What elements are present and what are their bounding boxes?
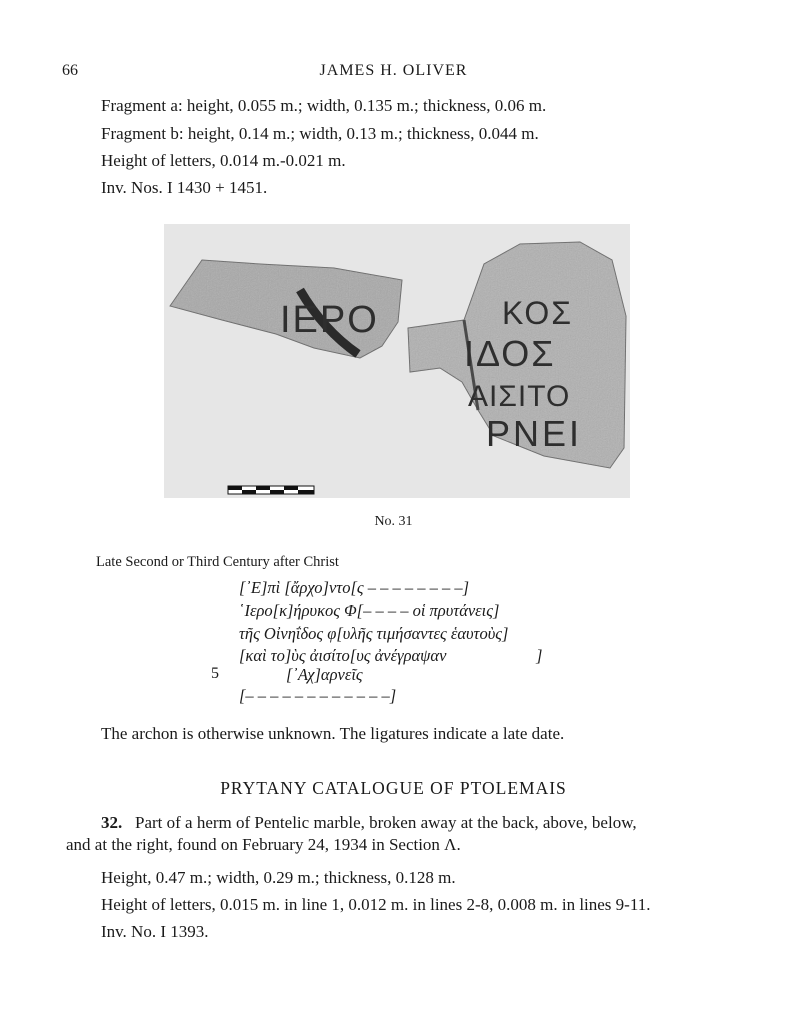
entry-32-text-1: Part of a herm of Pentelic marble, broken away at the back, above, below, xyxy=(135,813,637,832)
entry-number: 32. xyxy=(101,813,123,832)
entry-32-line-2: and at the right, found on February 24, 1934 in Section Λ. xyxy=(66,835,461,854)
inscription-line-6: [– – – – – – – – – – – –] xyxy=(239,686,397,705)
spec-letter-height: Height of letters, 0.014 m.-0.021 m. xyxy=(101,151,346,170)
fragment-b-letters-2: ΙΔΟΣ xyxy=(464,333,556,374)
inscription-line-5: [᾿Αχ]αρνεῖς xyxy=(286,665,363,684)
commentary: The archon is otherwise unknown. The ligatures indicate a late date. xyxy=(101,724,565,743)
inscription-line-4: [καὶ το]ὺς ἀισίτο[υς ἀνέγραψαν xyxy=(239,646,447,665)
spec-32-dimensions: Height, 0.47 m.; width, 0.29 m.; thickness, 0.128 m. xyxy=(101,868,456,887)
running-head: JAMES H. OLIVER xyxy=(319,62,468,79)
inscription-line-2: ῾Ιερο[κ]ήρυκος Φ[– – – – οἱ πρυτάνεις] xyxy=(239,601,500,620)
fragment-b-letters-1: ΚΟΣ xyxy=(502,295,574,331)
figure-caption: No. 31 xyxy=(374,514,413,529)
spec-inventory: Inv. Nos. I 1430 + 1451. xyxy=(101,178,268,197)
fragment-b-letters-4: ΡΝΕΙ xyxy=(486,413,583,454)
date-line: Late Second or Third Century after Christ xyxy=(96,554,339,570)
spec-32-inventory: Inv. No. I 1393. xyxy=(101,922,209,941)
spec-32-letter-height: Height of letters, 0.015 m. in line 1, 0.012 m. in lines 2-8, 0.008 m. in lines 9-11. xyxy=(101,895,651,914)
spec-fragment-a: Fragment a: height, 0.055 m.; width, 0.135 m.; thickness, 0.06 m. xyxy=(101,96,547,115)
inscription-line-3: τῆς Οἰνηΐδος φ[υλῆς τιμήσαντες ἑαυτοὺς] xyxy=(239,624,509,643)
spec-fragment-b: Fragment b: height, 0.14 m.; width, 0.13 m.; thickness, 0.044 m. xyxy=(101,124,539,143)
scale-bar xyxy=(228,486,314,494)
inscription-line-1: [᾿Ε]πὶ [ἄρχο]ντο[ς – – – – – – – –] xyxy=(239,578,469,597)
inscription-photo xyxy=(164,224,630,498)
fragment-a-letters: ΙΕΡΟ xyxy=(280,299,379,341)
section-heading: PRYTANY CATALOGUE OF PTOLEMAIS xyxy=(220,778,567,798)
line-number-5: 5 xyxy=(211,665,219,682)
entry-32-line-1 xyxy=(101,813,637,833)
inscription-line-4-bracket: ] xyxy=(536,646,543,665)
page-number: 66 xyxy=(62,62,78,79)
fragment-b-letters-3: ΑΙΣΙΤΟ xyxy=(468,380,571,413)
